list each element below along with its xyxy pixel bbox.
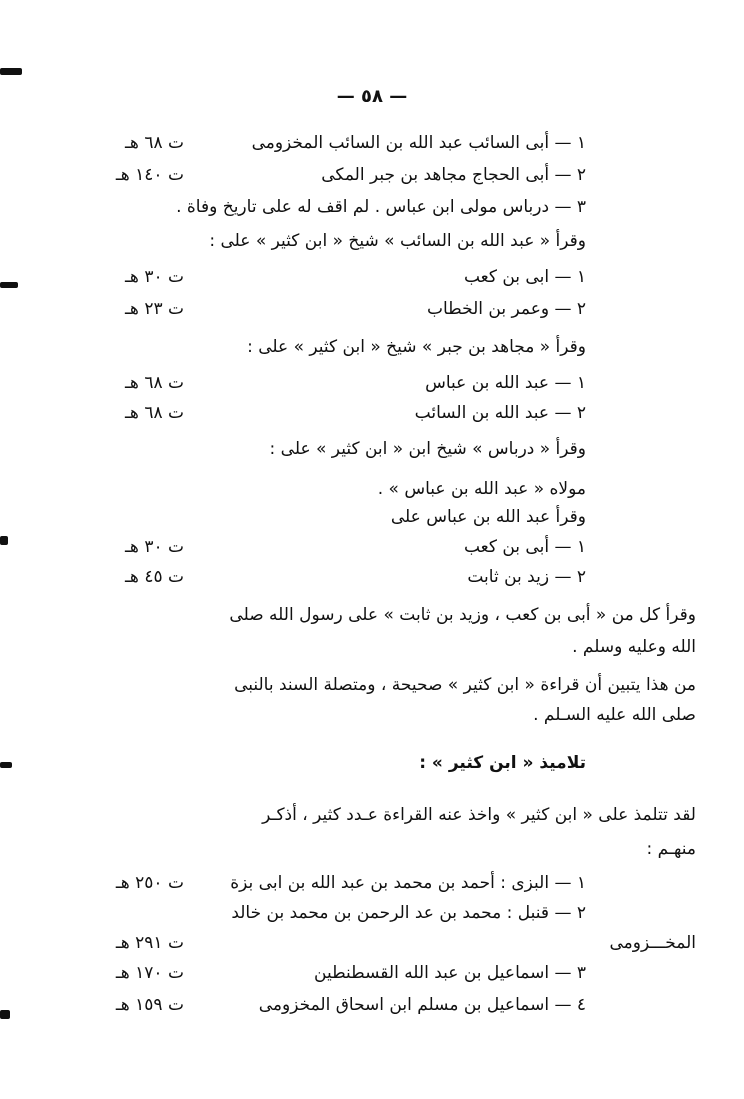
text-line: مولاه « عبد الله بن عباس » . xyxy=(377,479,586,499)
death-date: ت ١٤٠ هـ xyxy=(115,165,184,185)
text-line: ١ — البزى : أحمد بن محمد بن عبد الله بن ابى بزة xyxy=(230,873,586,893)
death-date: ت ٢٥٠ هـ xyxy=(115,873,184,893)
scan-mark xyxy=(0,762,12,768)
death-date: ت ١٧٠ هـ xyxy=(115,963,184,983)
text-line: صلى الله عليه السـلم . xyxy=(533,705,696,725)
text-line: وقرأ « درباس » شيخ ابن « ابن كثير » على : xyxy=(269,439,586,459)
death-date: ت ٣٠ هـ xyxy=(124,537,184,557)
text-line: ١ — أبى بن كعب xyxy=(463,537,586,557)
death-date: ت ٢٩١ هـ xyxy=(115,933,184,953)
text-line: ٣ — اسماعيل بن عبد الله القسطنطين xyxy=(314,963,586,983)
text-line: ١ — عبد الله بن عباس xyxy=(425,373,586,393)
death-date: ت ٦٨ هـ xyxy=(124,133,184,153)
text-line: وقرأ كل من « أبى بن كعب ، وزيد بن ثابت » على رسول الله صلى xyxy=(229,605,696,625)
text-line: الله وعليه وسلم . xyxy=(572,637,696,657)
text-line: ١ — أبى السائب عبد الله بن السائب المخزومى xyxy=(251,133,586,153)
death-date: ت ٣٠ هـ xyxy=(124,267,184,287)
text-line: ٤ — اسماعيل بن مسلم ابن اسحاق المخزومى xyxy=(258,995,586,1015)
death-date: ت ٦٨ هـ xyxy=(124,403,184,423)
scan-mark xyxy=(0,536,8,545)
death-date: ت ٢٣ هـ xyxy=(124,299,184,319)
text-line: ١ — ابى بن كعب xyxy=(463,267,586,287)
page-number: — ٥٨ — xyxy=(336,86,408,107)
text-line: ٢ — عبد الله بن السائب xyxy=(414,403,586,423)
text-line: ٢ — قنبل : محمد بن عد الرحمن بن محمد بن خالد xyxy=(231,903,586,923)
death-date: ت ١٥٩ هـ xyxy=(115,995,184,1015)
text-line: ٣ — درباس مولى ابن عباس . لم اقف له على تاريخ وفاة . xyxy=(176,197,586,217)
text-line: وقرأ عبد الله بن عباس على xyxy=(390,507,586,527)
scan-mark xyxy=(0,1010,10,1019)
text-line: لقد تتلمذ على « ابن كثير » واخذ عنه القراءة عـدد كثير ، أذكـر xyxy=(262,805,696,825)
text-line: ٢ — زيد بن ثابت xyxy=(467,567,586,587)
text-line: وقرأ « مجاهد بن جبر » شيخ « ابن كثير » على : xyxy=(247,337,586,357)
scan-mark xyxy=(0,282,18,288)
text-line: ٢ — أبى الحجاج مجاهد بن جبر المكى xyxy=(321,165,586,185)
scan-mark xyxy=(0,68,22,75)
text-line: وقرأ « عبد الله بن السائب » شيخ « ابن كثير » على : xyxy=(209,231,586,251)
death-date: ت ٤٥ هـ xyxy=(124,567,184,587)
text-line: منهـم : xyxy=(646,839,696,859)
text-line: المخـــزومى xyxy=(609,933,696,953)
section-heading: تلاميذ « ابن كثير » : xyxy=(419,753,586,773)
death-date: ت ٦٨ هـ xyxy=(124,373,184,393)
text-line: من هذا يتبين أن قراءة « ابن كثير » صحيحة ، ومتصلة السند بالنبى xyxy=(234,675,696,695)
text-line: ٢ — وعمر بن الخطاب xyxy=(427,299,586,319)
